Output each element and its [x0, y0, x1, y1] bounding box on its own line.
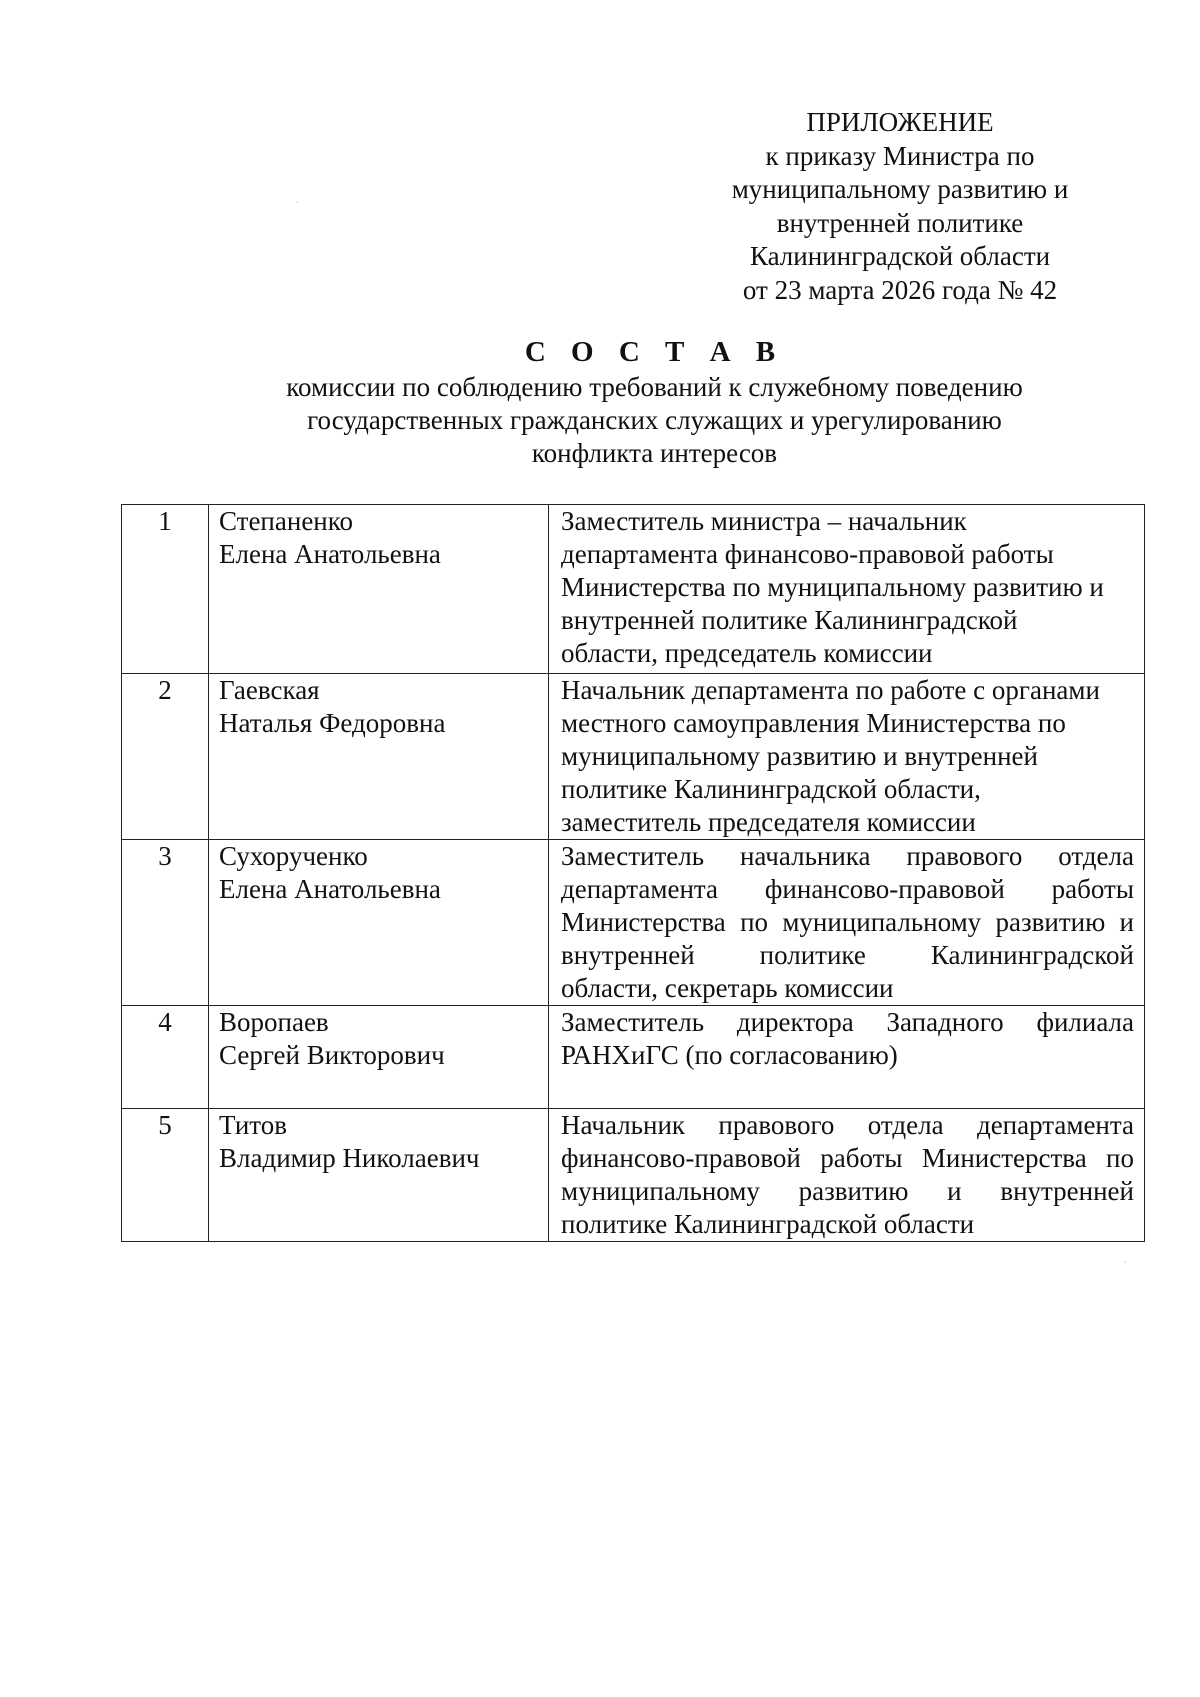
role-line: заместитель председателя комиссии: [561, 807, 976, 837]
role-line: муниципальному развитию и внутренней: [561, 741, 1038, 771]
appendix-order-date: от 23 марта 2026 года № 42: [742, 274, 1058, 305]
member-role: [549, 674, 1145, 840]
member-given-names: Наталья Федоровна: [219, 708, 446, 738]
member-role: [549, 1006, 1145, 1109]
appendix-order-line: к приказу Министра по: [765, 140, 1035, 171]
role-line: области, председатель комиссии: [561, 638, 933, 668]
role-line: Начальник департамента по работе с органами: [561, 675, 1100, 705]
appendix-order-line: муниципальному развитию и: [731, 174, 1069, 204]
scan-speck: ·: [1124, 1258, 1127, 1267]
table-row: [122, 1006, 1145, 1109]
role-line: Заместитель министра – начальник: [561, 506, 967, 536]
subtitle-line: комиссии по соблюдению требований к служебному поведению: [286, 372, 1023, 402]
member-name: [209, 840, 549, 1006]
member-number: 2: [122, 674, 209, 840]
document-subtitle: [200, 371, 1109, 470]
role-line: финансово-правовой работы Министерства по: [561, 1143, 1134, 1173]
role-line: внутренней политике Калининградской: [561, 940, 1134, 970]
role-line: департамента финансово-правовой работы: [561, 874, 1134, 904]
member-number: 5: [122, 1109, 209, 1242]
commission-members-table: [121, 504, 1145, 1242]
appendix-order-line: Калининградской области: [749, 241, 1051, 271]
member-surname: Гаевская: [219, 675, 320, 705]
table-row: [122, 674, 1145, 840]
member-name: [209, 674, 549, 840]
member-number: 1: [122, 505, 209, 674]
role-line: внутренней политике Калининградской: [561, 605, 1018, 635]
member-number: 4: [122, 1006, 209, 1109]
scan-speck: ·: [296, 198, 299, 207]
member-role: [549, 505, 1145, 674]
role-line: Заместитель директора Западного филиала: [561, 1007, 1134, 1037]
member-given-names: Елена Анатольевна: [219, 874, 441, 904]
role-line: Министерства по муниципальному развитию и: [561, 572, 1104, 602]
member-surname: Воропаев: [219, 1007, 329, 1037]
member-number: 3: [122, 840, 209, 1006]
role-line: Заместитель начальника правового отдела: [561, 841, 1134, 871]
table-row: [122, 505, 1145, 674]
role-line: РАНХиГС (по согласованию): [561, 1040, 898, 1070]
role-line: муниципальному развитию и внутренней: [561, 1176, 1134, 1206]
member-surname: Титов: [219, 1110, 287, 1140]
role-line: Министерства по муниципальному развитию и: [561, 907, 1134, 937]
table-row: [122, 1109, 1145, 1242]
subtitle-line: государственных гражданских служащих и урегулированию: [307, 405, 1002, 435]
member-given-names: Владимир Николаевич: [219, 1143, 480, 1173]
role-line: политике Калининградской области,: [561, 774, 981, 804]
document-title: С О С Т А В: [524, 336, 785, 368]
member-name: [209, 505, 549, 674]
member-name: [209, 1109, 549, 1242]
appendix-header: [700, 106, 1100, 307]
member-role: [549, 1109, 1145, 1242]
role-line: политике Калининградской области: [561, 1209, 975, 1239]
member-given-names: Елена Анатольевна: [219, 539, 441, 569]
role-line: местного самоуправления Министерства по: [561, 708, 1066, 738]
role-line: области, секретарь комиссии: [561, 973, 894, 1003]
appendix-order-line: внутренней политике: [776, 207, 1024, 238]
subtitle-line: конфликта интересов: [531, 438, 778, 468]
member-name: [209, 1006, 549, 1109]
member-role: [549, 840, 1145, 1006]
member-surname: Степаненко: [219, 506, 353, 536]
table-row: [122, 840, 1145, 1006]
role-line: Начальник правового отдела департамента: [561, 1110, 1134, 1140]
member-given-names: Сергей Викторович: [219, 1040, 445, 1070]
role-line: департамента финансово-правовой работы: [561, 539, 1054, 569]
appendix-label: ПРИЛОЖЕНИЕ: [806, 107, 994, 137]
member-surname: Сухорученко: [219, 841, 368, 871]
